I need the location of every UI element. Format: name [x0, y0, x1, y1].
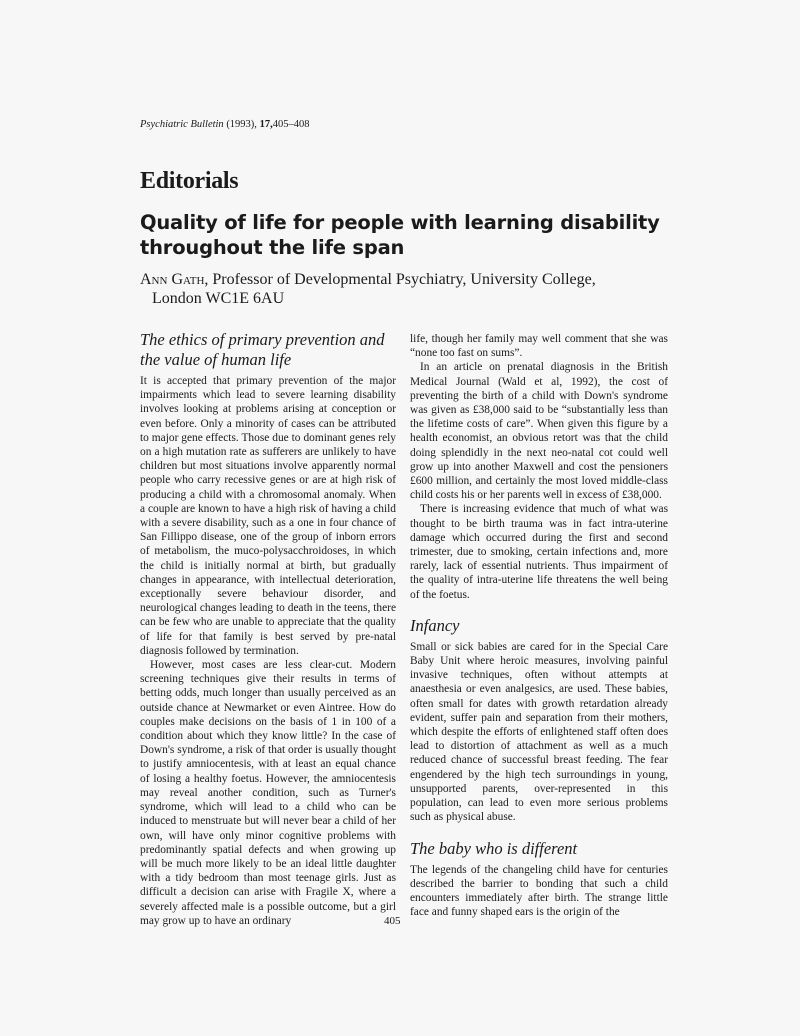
- author-affiliation-line1: Professor of Developmental Psychiatry, University College,: [212, 271, 596, 288]
- paragraph-continued: life, though her family may well comment that she was “none too fast on sums”.: [410, 333, 668, 360]
- heading-ethics: The ethics of primary prevention and the value of human life: [140, 330, 385, 369]
- right-column: [410, 332, 668, 919]
- page-number: 405: [384, 915, 401, 927]
- heading-baby-different: The baby who is different: [410, 838, 578, 858]
- author-affiliation-line2: London WC1E 6AU: [152, 290, 285, 307]
- author-block: [140, 270, 700, 308]
- running-head: [140, 118, 309, 132]
- paragraph-baby-different: The legends of the changeling child have for centuries described the barrier to bonding that such a child encounters immediately after birth. The strange little face and funny shaped ears is the origin of the: [410, 863, 668, 919]
- paragraph-ethics-1: It is accepted that primary prevention of the major impairments which lead to severe learning disability involves looking at problems arising at conception or even before. Only a minority of cases can be attributed to major gene effects. Those due to dominant genes rely on a high mutation rate as sufferers are unlikely to have children but most situations involve apparently normal people who carry recessive genes or are at high risk of producing a child with a chromosomal anomaly. When a couple are known to have a high risk of having a child with a severe disability, such as a one in four chance of San Fillippo disease, one of the group of inborn errors of metabolism, the muco-polysacchroidoses, in which the child is initially normal at birth, but gradually changes in appearance, with intellectual deterioration, exceptionally severe behaviour disorder, and neurological changes leading to death in the teens, there can be few who are unable to appreciate that the quality of life for that family is best served by pre-natal diagnosis followed by termination.: [140, 375, 396, 657]
- paragraph-infancy: Small or sick babies are cared for in the Special Care Baby Unit where heroic measures, involving painful invasive techniques, often without attempts at anaesthesia or even analgesics, are used. These babies, often small for dates with growth retardation already evident, suffer pain and separation from their mothers, which despite the efforts of enlightened staff often does lead to distortion of attachment as well as a much reduced chance of successful breast feeding. The fear engendered by the high tech surroundings in young, unsupported parents, over-represented in this population, can lead to even more serious problems such as physical abuse.: [410, 640, 668, 824]
- article-title: Quality of life for people with learning disability throughout the life span: [140, 211, 660, 259]
- author-name: Ann Gath,: [140, 271, 209, 288]
- journal-year: (1993),: [226, 119, 257, 130]
- journal-volume: 17,: [259, 119, 273, 130]
- left-column: [140, 330, 396, 928]
- paragraph-intrauterine: There is increasing evidence that much of what was thought to be birth trauma was in fact intra-uterine damage which occurred during the first and second trimester, due to smoking, certain infections and, more rarely, lack of essential nutrients. Thus impairment of the quality of intra-uterine life threatens the well being of the foetus.: [410, 503, 668, 601]
- heading-infancy: Infancy: [410, 615, 460, 635]
- journal-name: Psychiatric Bulletin: [140, 119, 224, 130]
- section-title: Editorials: [140, 168, 239, 194]
- paragraph-prenatal-cost: In an article on prenatal diagnosis in the British Medical Journal (Wald et al, 1992), the cost of preventing the birth of a child with Down's syndrome was given as £38,000 said to be “substantially less than the lifetime costs of care”. When given this figure by a health economist, an obvious retort was that the child doing splendidly in the next neo-natal cot could well grow up into another Maxwell and cost the pensioners £600 million, and certainly the most loved middle-class child costs his or her parents well in excess of £38,000.: [410, 361, 668, 502]
- journal-pages: 405–408: [272, 119, 310, 130]
- paragraph-ethics-2: However, most cases are less clear-cut. Modern screening techniques give their results in terms of betting odds, much longer than usually perceived as an outside chance at Newmarket or even Aintree. How do couples make decisions on the basis of 1 in 100 of a condition about which they know little? In the case of Down's syndrome, a risk of that order is usually thought to justify amniocentesis, with at least an equal chance of losing a healthy foetus. However, the amniocentesis may reveal another condition, such as Turner's syndrome, which will lead to a child who can be induced to menstruate but will never bear a child of her own, will have only minor cognitive problems with predominantly spatial defects and when growing up will be much more likely to be an ideal little daughter with a tidy bedroom than most teenage girls. Just as difficult a decision can arise with Fragile X, where a severely affected male is a possible outcome, but a girl may grow up to have an ordinary: [140, 659, 396, 927]
